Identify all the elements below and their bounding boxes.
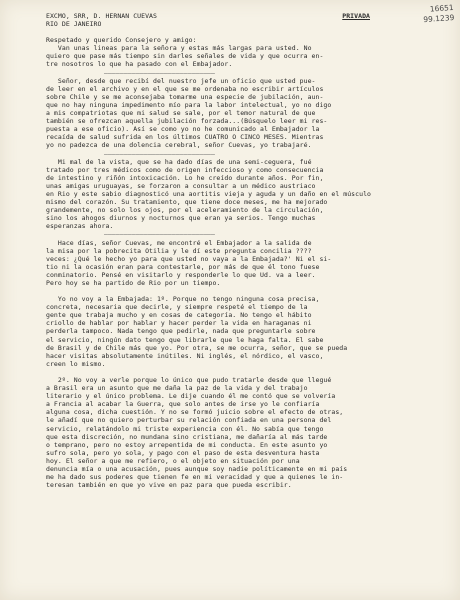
text-line: mismo del corazón. Su tratamiento, que tiene doce meses, me ha mejorado: [46, 198, 328, 207]
text-line: denuncia mía o una acusación, pues aunque soy nadie políticamente en mi país: [46, 464, 348, 473]
text-line: a Brasil era un asunto que me daña la paz de la vida y del trabajo: [46, 384, 308, 393]
archive-code: 99.1239: [423, 12, 455, 25]
paragraph-reason-one: [46, 295, 440, 368]
section-separator: ————————————————————————————: [104, 230, 215, 239]
text-line: sino los ahogos diurnos y nocturnos que eran ya serios. Tengo muchas: [46, 214, 316, 223]
text-line: sobre Chile y se me aconsejaba tomarme una especie de jubilación, aun-: [46, 92, 324, 101]
text-line: de leer en el archivo y en el que se me ordenaba no escribir artículos: [46, 84, 324, 93]
text-line: tre nosotros lo que ha pasado con el Embajador.: [46, 60, 233, 69]
text-line: conminatorio. Pensé en visitarlo y responderle lo que Ud. va a leer.: [46, 270, 316, 279]
text-line: tratado por tres médicos como de origen infeccioso y como consecuencia: [46, 165, 324, 174]
text-line: alguna cosa, dicha cuestión. Y no se formó juicio sobre el efecto de otras,: [46, 408, 344, 417]
text-line: servicio, relatándolo mi triste experiencia con él. No sabía que tengo: [46, 424, 324, 433]
addressee-block: [46, 12, 157, 28]
text-line: de intestino y riñón intoxicación. Lo he creído durante años. Por fin,: [46, 173, 324, 182]
text-line: de Brasil y de Chile más que yo. Por otra, se me ocurra, señor, que se pueda: [46, 343, 348, 352]
text-line: puesta a ese oficio). Así se como yo no he comunicado al Embajador la: [46, 125, 320, 134]
text-line: Van unas lineas para la señora y estas más largas para usted. No: [46, 44, 312, 53]
text-line: criollo de hablar por hablar y hacer perder la vida en haraganas ni: [46, 319, 312, 328]
text-line: perderla tampoco. Nada tengo que pedirle, nada que preguntarle sobre: [46, 327, 316, 336]
text-line: me ha dado sus poderes que tienen fe en mi veracidad y que a quienes le in-: [46, 473, 344, 482]
section-separator: ————————————————————————————: [104, 68, 215, 77]
text-line: Respetado y querido Consejero y amigo:: [46, 36, 197, 45]
text-line: veces: ¿Qué le hecho yo para que usted no vaya a la Embajada?' Ni el si-: [46, 254, 332, 263]
text-line: creen lo mismo.: [46, 359, 106, 368]
text-line: 2º. No voy a verle porque lo único que pudo tratarle desde que llegué: [46, 375, 332, 384]
text-line: teresan también en que yo vive en paz para que pueda escribir.: [46, 481, 292, 490]
classification-label: PRIVADA: [342, 12, 370, 20]
addressee-city: RIO DE JANEIRO: [46, 20, 102, 29]
text-line: a mis compatriotas que mi salud se sale, por el temor natural de que: [46, 109, 316, 118]
text-line: que esta discreción, no mundana sino cristiana, me dañaría al más tarde: [46, 432, 328, 441]
paragraph-reason-two: [46, 376, 440, 489]
text-line: literario y el único problema. Le dije cuando él me contó que se volvería: [46, 392, 336, 401]
text-line: quiero que pase más tiempo sin darles señales de vida y que ocurra en-: [46, 52, 324, 61]
addressee-name: EXCMO, SRR, D. HERNAN CUEVAS: [46, 12, 157, 20]
text-line: también se ofrezcan aquella jubilación forzada...(Búsquelo leer mi res-: [46, 117, 328, 126]
text-line: recaída de salud sufrida en los últimos CUATRO O CINCO MESES. Mientras: [46, 133, 324, 142]
text-line: Yo no voy a la Embajada: 1º. Porque no tengo ninguna cosa precisa,: [46, 295, 320, 304]
text-line: a Francia al acabar la Guerra, que solo antes de irse yo le confiaría: [46, 400, 320, 409]
text-line: o temprano, pero no estoy arrepentida de mi conducta. En este asunto yo: [46, 440, 328, 449]
letter-header: [46, 12, 440, 28]
text-line: esperanzas ahora.: [46, 222, 114, 231]
text-line: Hace días, señor Cuevas, me encontré el Embajador a la salida de: [46, 238, 312, 247]
typed-letter: [46, 12, 440, 489]
text-line: en Rio y este sabio diagnosticó una aortitis vieja y aguda y un daño en el músculo: [46, 189, 371, 198]
paragraph-oficio: [46, 77, 440, 150]
section-separator: ————————————————————————————: [104, 149, 215, 158]
text-line: la misa por la pobrecita Otilia y le dí este pregunta concilia ????: [46, 246, 312, 255]
archive-number: 16651: [429, 2, 454, 14]
text-line: el servicio, ningún dato tengo que librarle que le haga falta. El sabe: [46, 335, 324, 344]
paragraph-embajador: [46, 239, 440, 288]
paragraph-salutation: [46, 36, 440, 68]
text-line: tio ni la ocasión eran para contestarle, por más de que él tono fuese: [46, 262, 320, 271]
text-line: Pero hoy se ha partido de Rio por un tiempo.: [46, 279, 221, 287]
text-line: Mi mal de la vista, que se ha dado días de una semi-ceguera, fué: [46, 157, 312, 166]
paragraph-health: [46, 158, 440, 231]
text-line: unas amigas uruguayas, se forzaron a consultar a un médico austriaco: [46, 181, 316, 190]
text-line: le añadí que no quiero perturbar su relación confiada en una persona del: [46, 416, 332, 425]
text-line: sufro sola, pero yo sola, y pago con el paso de esta desventura hasta: [46, 448, 320, 457]
text-line: gente que trabaja mucho y en cosas de categoría. No tengo el hábito: [46, 311, 312, 320]
text-line: grandemente, no solo los ojos, por el aceleramiento de la circulación,: [46, 206, 324, 215]
text-line: concreta, necesaria que decirle, y siempre respeté el tiempo de la: [46, 303, 308, 312]
text-line: hacer visitas absolutamente inútiles. Ni inglés, el nórdico, el vasco,: [46, 351, 324, 360]
text-line: Señor, desde que recibí del nuestro jefe un oficio que usted pue-: [46, 76, 316, 85]
text-line: yo no padezca de una dolencia cerebral, señor Cuevas, yo trabajaré.: [46, 141, 312, 150]
text-line: que no hay ninguna impedimento mío para la labor intelectual, yo no digo: [46, 100, 332, 109]
text-line: hoy. El señor a que me refiero, o el objeto en situación por una: [46, 456, 300, 465]
